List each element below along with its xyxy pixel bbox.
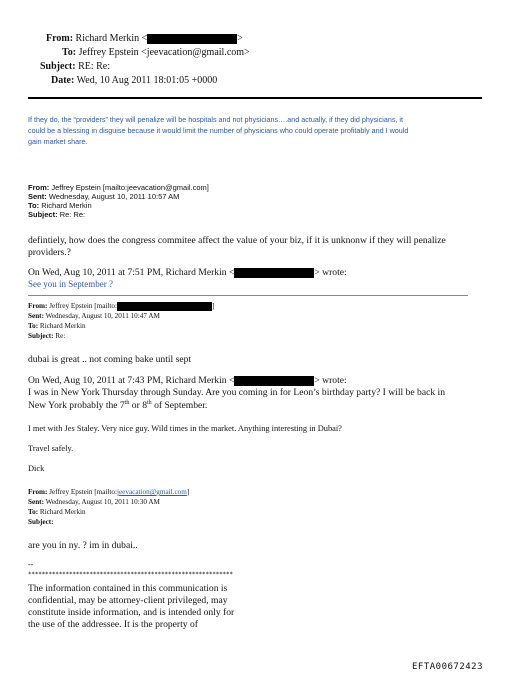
reply-line-2: could be a blessing in disguise because it would limit the number of physicians who could operate profitably and I would bbox=[28, 126, 409, 135]
quote2-line-1: I was in New York Thursday through Sunday. Are you coming in for Leon’s birthday party? I will be back in bbox=[28, 387, 445, 398]
top-from-row: From: Richard Merkin < > bbox=[46, 33, 243, 44]
quote2-line-3: I met with Jes Staley. Very nice guy. Wild times in the market. Anything interesting in Dubai? bbox=[28, 424, 342, 433]
top-to-row bbox=[62, 47, 250, 58]
msg3-subject-row: Subject: Re: bbox=[28, 332, 66, 340]
see-you-line: See you in September ? bbox=[28, 279, 113, 289]
quote2-line-2: New York probably the 7th or 8th of September. bbox=[28, 400, 208, 412]
email-link[interactable]: jeevacation@gmail.com bbox=[116, 488, 187, 496]
header-divider bbox=[28, 97, 482, 99]
disclaimer-line-2: confidential, may be attorney-client privileged, may bbox=[28, 595, 228, 606]
quote2-line-4: Travel safely. bbox=[28, 444, 74, 453]
msg4-subject-row: Subject: bbox=[28, 518, 54, 526]
redaction-bar bbox=[234, 376, 314, 386]
disclaimer-line-4: the use of the addressee. It is the property of bbox=[28, 619, 198, 630]
to-label: To: bbox=[62, 47, 77, 58]
reply-line-1: If they do, the “providers” they will penalize will be hospitals and not physicians….and actually, if they did physicians, it bbox=[28, 115, 404, 124]
redaction-bar bbox=[234, 268, 314, 278]
sig-dashes: -- bbox=[28, 560, 34, 569]
msg2-to-row: To: Richard Merkin bbox=[28, 201, 92, 210]
redaction-bar bbox=[117, 302, 212, 311]
to-value: Jeffrey Epstein <jeevacation@gmail.com> bbox=[78, 47, 250, 58]
quote2-intro: On Wed, Aug 10, 2011 at 7:43 PM, Richard Merkin < > wrote: bbox=[28, 375, 347, 386]
subject-label: Subject: bbox=[40, 61, 76, 72]
msg4-sent-row: Sent: Wednesday, August 10, 2011 10:30 AM bbox=[28, 498, 160, 506]
msg2-sent-value: Wednesday, August 10, 2011 10:57 AM bbox=[48, 192, 180, 201]
quote-divider bbox=[28, 295, 468, 296]
subject-value: RE: Re: bbox=[78, 61, 111, 72]
msg3-body: dubai is great .. not coming bake until sept bbox=[28, 354, 192, 365]
msg4-from-row: From: Jeffrey Epstein [mailto:jeevacation@gmail.com] bbox=[28, 488, 190, 496]
msg3-to-row: To: Richard Merkin bbox=[28, 322, 86, 330]
sig-stars: ************************************************************ bbox=[28, 571, 233, 578]
msg3-sent-row: Sent: Wednesday, August 10, 2011 10:47 AM bbox=[28, 312, 160, 320]
msg2-sent-row: Sent: Wednesday, August 10, 2011 10:57 AM bbox=[28, 192, 180, 201]
disclaimer-line-1: The information contained in this communication is bbox=[28, 583, 228, 594]
msg2-from-row: From: Jeffrey Epstein [mailto:jeevacation@gmail.com] bbox=[28, 183, 209, 192]
msg2-body-line-2: providers.? bbox=[28, 247, 71, 258]
msg2-body-line-1: defintiely, how does the congress commitee affect the value of your biz, if it is unknonw if they will penalize bbox=[28, 235, 446, 246]
top-subject-row bbox=[40, 61, 110, 72]
msg4-to-row: To: Richard Merkin bbox=[28, 508, 86, 516]
date-value: Wed, 10 Aug 2011 18:01:05 +0000 bbox=[76, 75, 218, 86]
disclaimer-line-3: constitute inside information, and is intended only for bbox=[28, 607, 235, 618]
from-value: Richard Merkin < bbox=[75, 33, 148, 44]
date-label: Date: bbox=[51, 75, 75, 86]
redaction-bar bbox=[147, 34, 237, 44]
quote1-intro: On Wed, Aug 10, 2011 at 7:51 PM, Richard Merkin < > wrote: bbox=[28, 267, 347, 278]
from-label: From: bbox=[46, 33, 74, 44]
document-id: EFTA00672423 bbox=[412, 662, 484, 672]
reply-line-3: gain market share. bbox=[28, 137, 88, 146]
msg4-body: are you in ny. ? im in dubai.. bbox=[28, 540, 138, 551]
msg2-subject-value: Re: Re: bbox=[59, 210, 86, 219]
msg2-from-value: Jeffrey Epstein [mailto:jeevacation@gmail.com] bbox=[51, 183, 209, 192]
msg2-to-value: Richard Merkin bbox=[41, 201, 92, 210]
msg2-subject-row: Subject: Re: Re: bbox=[28, 210, 86, 219]
top-date-row bbox=[51, 75, 217, 86]
quote2-line-5: Dick bbox=[28, 464, 45, 473]
msg3-from-row: From: Jeffrey Epstein [mailto: ] bbox=[28, 302, 215, 311]
msg3-from-value: Jeffrey Epstein [mailto: bbox=[49, 302, 117, 311]
